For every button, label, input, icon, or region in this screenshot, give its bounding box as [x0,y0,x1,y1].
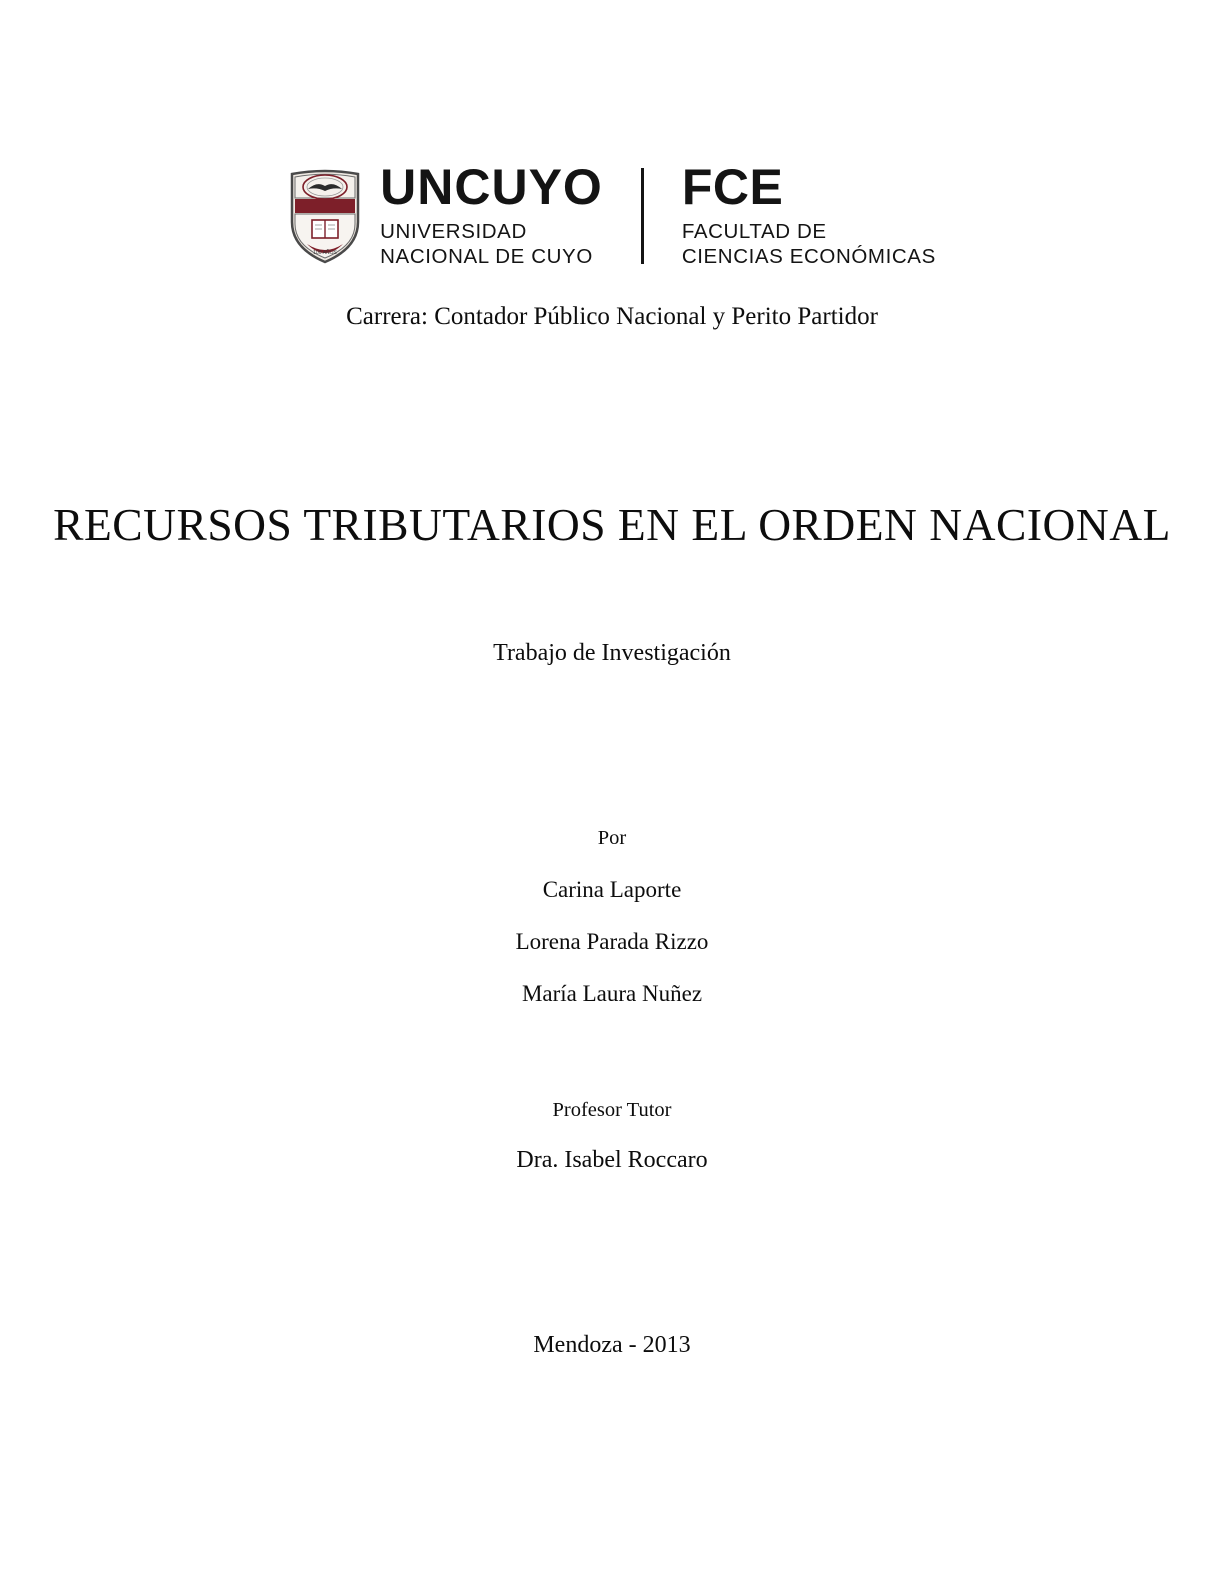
university-wordmark [380,159,603,269]
institutional-logo [0,159,1224,269]
university-sub-line1: UNIVERSIDAD [380,220,527,243]
logo-inner [288,159,936,269]
author-name: Carina Laporte [542,877,682,902]
document-subtitle: Trabajo de Investigación [493,640,731,666]
author-name: María Laura Nuñez [521,981,703,1006]
page-title: RECURSOS TRIBUTARIOS EN EL ORDEN NACIONAL [53,499,1171,550]
faculty-sub-line2: CIENCIAS ECONÓMICAS [681,245,936,268]
university-sub-line2: NACIONAL DE CUYO [380,245,593,268]
svg-text:100 AÑOS: 100 AÑOS [313,249,337,256]
university-name: UNCUYO [380,159,603,215]
logo-divider [641,168,644,264]
faculty-abbr: FCE [681,159,784,215]
author-name: Lorena Parada Rizzo [515,929,709,954]
tutor-name: Dra. Isabel Roccaro [516,1147,708,1173]
tutor-label: Profesor Tutor [552,1099,672,1121]
career-line: Carrera: Contador Público Nacional y Perito Partidor [346,303,878,330]
uncuyo-crest-icon [288,168,362,264]
faculty-wordmark [681,159,936,269]
by-label: Por [597,827,627,849]
place-date: Mendoza - 2013 [533,1332,691,1358]
faculty-sub-line1: FACULTAD DE [681,220,827,243]
